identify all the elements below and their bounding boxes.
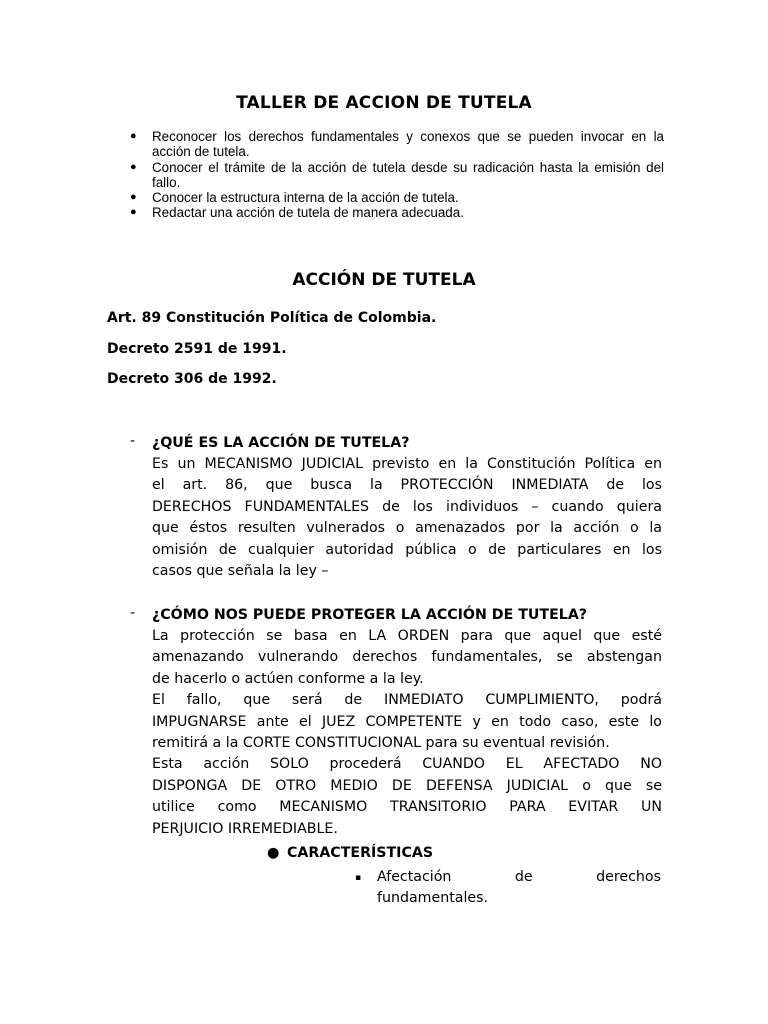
characteristics-heading: ● CARACTERÍSTICAS: [267, 845, 434, 861]
bullet-icon: ●: [267, 845, 280, 861]
answer-paragraph: El fallo, que será de INMEDIATO CUMPLIMIENTO, podrá IMPUGNARSE ante el JUEZ COMPETENTE y en todo caso, este lo remitirá a la CORTE CONSTITUCIONAL para su eventual revisión.: [152, 692, 662, 752]
answer-paragraph: Esta acción SOLO procederá CUANDO EL AFECTADO NO DISPONGA DE OTRO MEDIO DE DEFENSA JUDICIAL o que se utilice como MECANISMO TRANSITORIO PARA EVITAR UN PERJUICIO IRREMEDIABLE.: [152, 756, 662, 837]
list-item: ● Reconocer los derechos fundamentales y conexos que se pueden invocar en la acción de tutela.: [130, 129, 664, 160]
square-bullet-icon: ▪: [355, 873, 362, 883]
answer-paragraph: La protección se basa en LA ORDEN para que aquel que esté amenazando vulnerando derechos fundamentales, se abstengan de hacerlo o actúen conforme a la ley.: [152, 628, 662, 687]
list-item: ● Redactar una acción de tutela de manera adecuada.: [130, 205, 464, 221]
section-title: ACCIÓN DE TUTELA: [292, 270, 476, 290]
reference-line: Art. 89 Constitución Política de Colombia.: [107, 310, 437, 326]
reference-line: Decreto 306 de 1992.: [107, 371, 277, 387]
question-title: ¿CÓMO NOS PUEDE PROTEGER LA ACCIÓN DE TUTELA?: [152, 607, 588, 623]
question-what-is: [130, 433, 662, 582]
bullet-icon: ●: [130, 191, 137, 204]
bullet-icon: ●: [130, 160, 137, 173]
reference-line: Decreto 2591 de 1991.: [107, 341, 287, 357]
list-item: ▪ Afectación de derechos fundamentales.: [355, 869, 661, 907]
list-item: ● Conocer el trámite de la acción de tutela desde su radicación hasta la emisión del fallo.: [130, 159, 664, 190]
bullet-icon: ●: [130, 206, 137, 219]
dash-marker: -: [130, 605, 136, 621]
question-how-protects: [130, 605, 662, 840]
question-answer: Es un MECANISMO JUDICIAL previsto en la Constitución Política en el art. 86, que busca la PROTECCIÓN INMEDIATA de los DERECHOS FUNDAMENTALES de los individuos – cuando quiera que éstos resulten vulnerados o amenazados por la acción o la omisión de cualquier autoridad pública o de particulares en los casos que señala la ley –: [152, 456, 662, 580]
list-item: ● Conocer la estructura interna de la acción de tutela.: [130, 190, 459, 206]
dash-marker: -: [130, 433, 136, 449]
question-title: ¿QUÉ ES LA ACCIÓN DE TUTELA?: [152, 435, 410, 451]
document-title: TALLER DE ACCION DE TUTELA: [236, 93, 532, 113]
objectives-list: [128, 129, 664, 221]
bullet-icon: ●: [130, 130, 137, 142]
